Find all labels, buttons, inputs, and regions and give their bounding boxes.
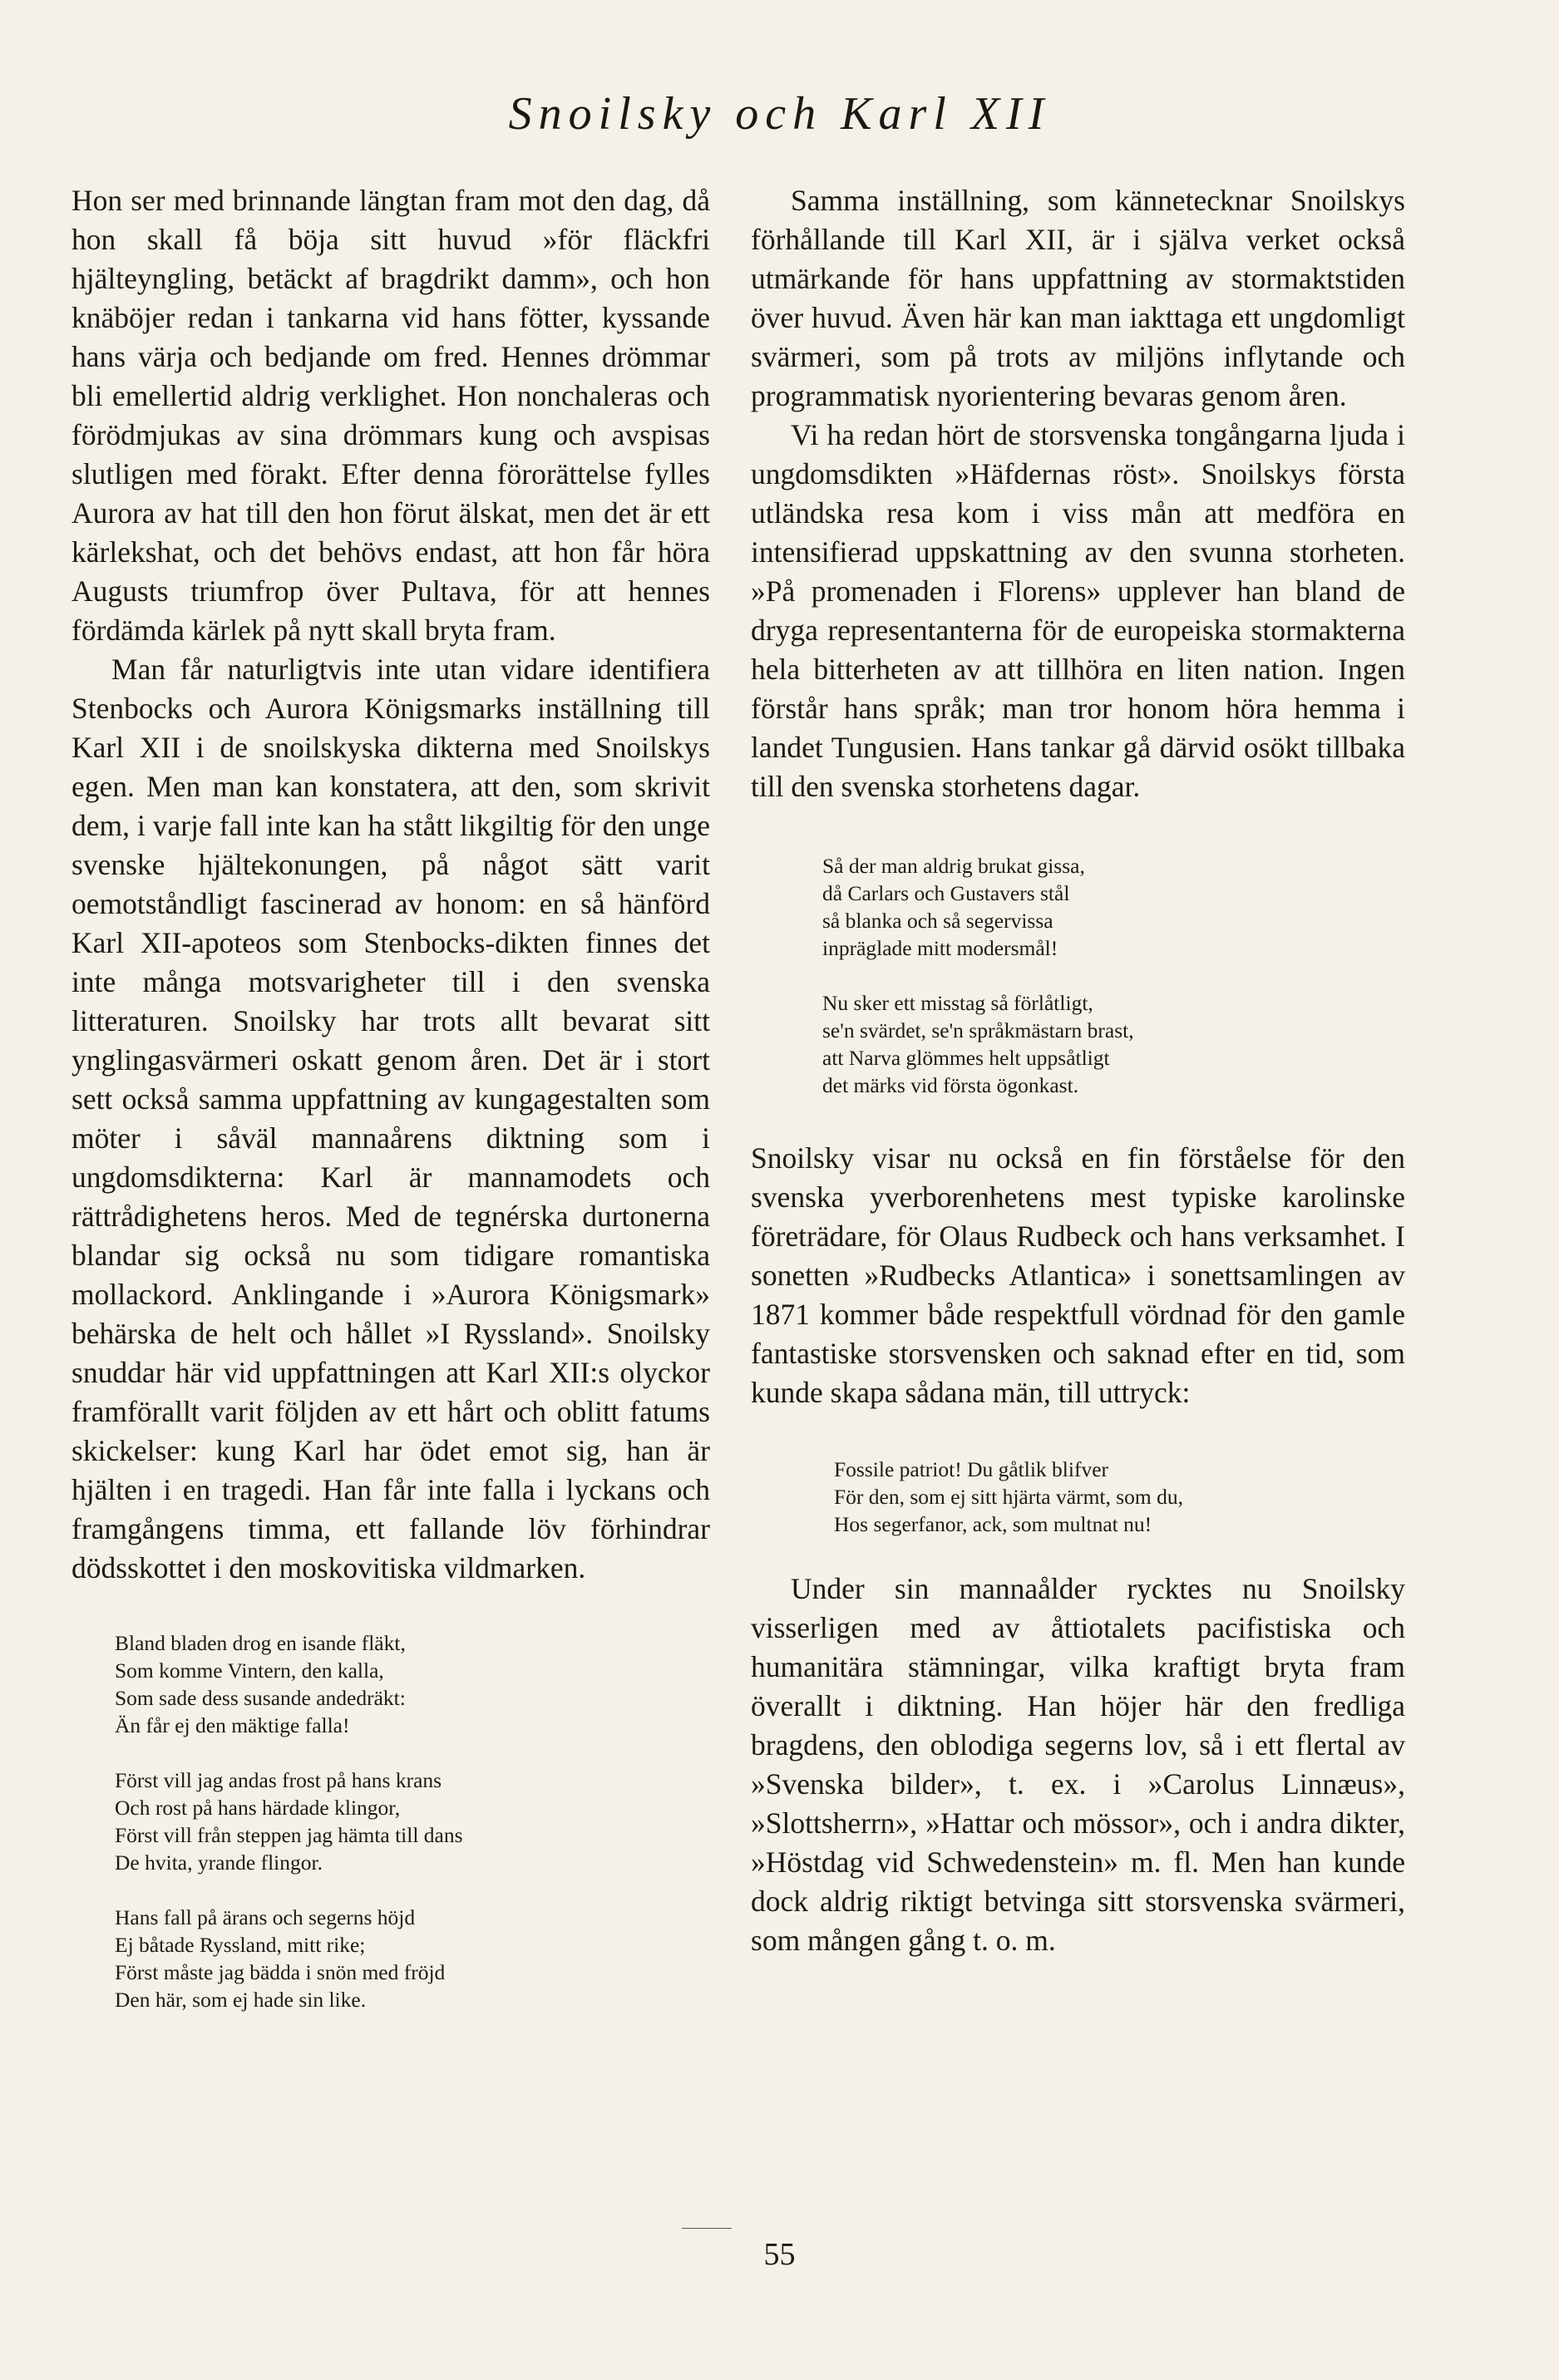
poem-line: För den, som ej sitt hjärta värmt, som du, xyxy=(834,1485,1183,1509)
poem-line: så blanka och så segervissa xyxy=(822,909,1053,933)
poem-quote xyxy=(822,852,1405,1099)
poem-line: inpräglade mitt modersmål! xyxy=(822,936,1058,960)
paragraph: Man får naturligtvis inte utan vidare identifiera Stenbocks och Aurora Königsmarks inställning till Karl XII i de snoilskyska dikterna med Snoilskys egen. Men man kan konstatera, att den, som skrivit dem, i varje fall inte kan ha stått likgiltig för den unge svenske hjältekonungen, på något sätt varit oemotståndligt fascinerad av honom: en så hänförd Karl XII-apoteos som Stenbocks-dikten finnes det inte många motsvarigheter till i den svenska litteraturen. Snoilsky har trots allt bevarat sitt ynglingasvärmeri oskatt genom åren. Det är i stort sett också samma uppfattning av kungagestalten som möter i såväl mannaårens diktning som i ungdomsdikterna: Karl är mannamodets och rättrådighetens heros. Med de tegnérska durtonerna blandar sig också nu som tidigare romantiska mollackord. Anklingande i »Aurora Königsmark» behärska de helt och hållet »I Ryssland». Snoilsky snuddar här vid uppfattningen att Karl XII:s olyckor framförallt varit följden av ett hårt och oblitt fatums skickelser: kung Karl har ödet emot sig, han är hjälten i en tragedi. Han får inte falla i lyckans och framgångens timma, ett fallande löv förhindrar dödsskottet i den moskovitiska vildmarken. xyxy=(72,653,710,1584)
footer-rule xyxy=(682,2228,732,2229)
page-number: 55 xyxy=(763,2237,796,2272)
poem-line: det märks vid första ögonkast. xyxy=(822,1073,1079,1097)
poem-line: Och rost på hans härdade klingor, xyxy=(115,1796,401,1820)
poem-line: Än får ej den mäktige falla! xyxy=(115,1713,350,1737)
poem-stanza xyxy=(822,989,1405,1099)
poem-quote xyxy=(115,1629,710,2013)
poem-line: Den här, som ej hade sin like. xyxy=(115,1988,367,2012)
poem-line: Så der man aldrig brukat gissa, xyxy=(822,854,1085,878)
poem-line: De hvita, yrande flingor. xyxy=(115,1850,323,1875)
poem-line: Ej båtade Ryssland, mitt rike; xyxy=(115,1933,366,1957)
poem-stanza xyxy=(115,1767,710,1876)
poem-stanza xyxy=(115,1904,710,2013)
left-column xyxy=(72,181,710,2041)
running-title: Snoilsky och Karl XII xyxy=(508,88,1051,140)
poem-stanza xyxy=(834,1456,1405,1538)
paragraph: Hon ser med brinnande längtan fram mot den dag, då hon skall få böja sitt huvud »för fläckfri hjälteyngling, betäckt af bragdrikt damm», och hon knäböjer redan i tankarna vid hans fötter, kyssande hans värja och bedjande om fred. Hennes drömmar bli emellertid aldrig verklighet. Hon nonchaleras och förödmjukas av sina drömmars kung och avspisas slutligen med förakt. Efter denna förorättelse fylles Aurora av hat till den hon förut älskat, men det är ett kärlekshat, och det behövs endast, att hon får höra Augusts triumfrop över Pultava, för att hennes fördämda kärlek på nytt skall bryta fram. xyxy=(72,184,710,647)
poem-line: Först vill från steppen jag hämta till dans xyxy=(115,1823,463,1847)
poem-line: Som sade dess susande andedräkt: xyxy=(115,1686,406,1710)
paragraph: Samma inställning, som kännetecknar Snoilskys förhållande till Karl XII, är i själva verket också utmärkande för hans uppfattning av stormaktstiden över huvud. Även här kan man iakttaga ett ungdomligt svärmeri, som på trots av miljöns inflytande och programmatisk nyorientering bevaras genom åren. xyxy=(751,184,1405,412)
paragraph: Under sin mannaålder rycktes nu Snoilsky visserligen med av åttiotalets pacifistiska och humanitära stämningar, vilka kraftigt bryta fram överallt i diktning. Han höjer här den fredliga bragdens, den oblodiga segerns lov, så i ett flertal av »Svenska bilder», t. ex. i »Carolus Linnæus», »Slottsherrn», »Hattar och mössor», och i andra dikter, »Höstdag vid Schwedenstein» m. fl. Men han kunde dock aldrig riktigt betvinga sitt storsvenska svärmeri, som mången gång t. o. m. xyxy=(751,1572,1405,1957)
poem-line: då Carlars och Gustavers stål xyxy=(822,881,1070,905)
poem-line: Som komme Vintern, den kalla, xyxy=(115,1658,384,1683)
poem-line: Bland bladen drog en isande fläkt, xyxy=(115,1631,406,1655)
poem-stanza xyxy=(115,1629,710,1739)
poem-line: Först vill jag andas frost på hans krans xyxy=(115,1768,442,1792)
poem-stanza xyxy=(822,852,1405,962)
poem-quote xyxy=(834,1456,1405,1538)
poem-line: se'n svärdet, se'n språkmästarn brast, xyxy=(822,1018,1134,1042)
poem-line: Hos segerfanor, ack, som multnat nu! xyxy=(834,1512,1152,1536)
poem-line: Först måste jag bädda i snön med fröjd xyxy=(115,1960,446,1984)
paragraph: Vi ha redan hört de storsvenska tongångarna ljuda i ungdomsdikten »Häfdernas röst». Snoilskys första utländska resa kom i viss mån att medföra en intensifierad uppskattning av den svunna storheten. »På promenaden i Florens» upplever han bland de dryga representanterna för de europeiska stormakterna hela bitterheten av att tillhöra en liten nation. Ingen förstår hans språk; man tror honom höra hemma i landet Tungusien. Hans tankar gå därvid osökt tillbaka till den svenska storhetens dagar. xyxy=(751,418,1405,803)
poem-line: Fossile patriot! Du gåtlik blifver xyxy=(834,1457,1109,1481)
poem-line: Hans fall på ärans och segerns höjd xyxy=(115,1905,416,1929)
paragraph: Snoilsky visar nu också en fin förståelse för den svenska yverborenhetens mest typiske karolinske företrädare, för Olaus Rudbeck och hans verksamhet. I sonetten »Rudbecks Atlantica» i sonettsamlingen av 1871 kommer både respektfull vördnad för den gamle fantastiske storsvensken och saknad efter en tid, som kunde skapa sådana män, till uttryck: xyxy=(751,1141,1405,1409)
poem-line: Nu sker ett misstag så förlåtligt, xyxy=(822,991,1093,1015)
poem-line: att Narva glömmes helt uppsåtligt xyxy=(822,1046,1110,1070)
right-column xyxy=(751,181,1405,1960)
